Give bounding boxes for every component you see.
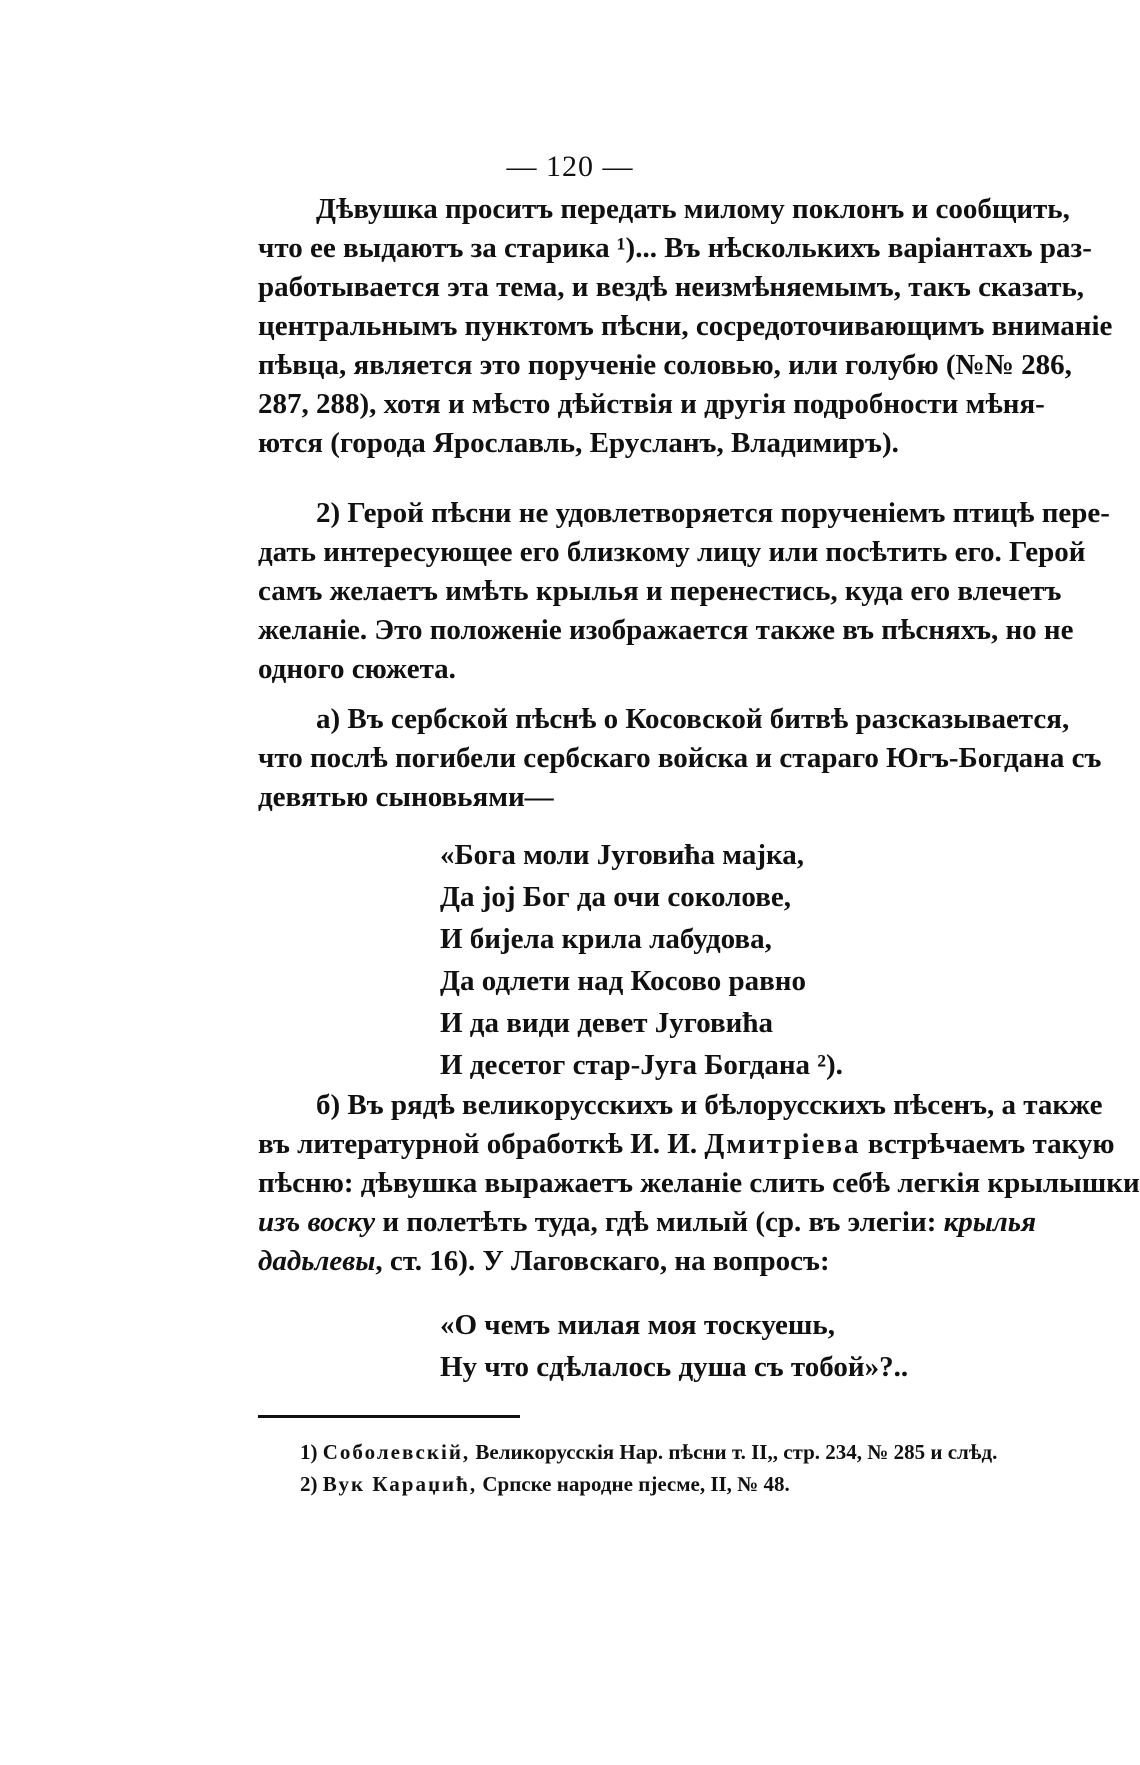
text-fragment: , ст. 16). У Лаговскаго, на вопросъ: [375,1245,830,1277]
paragraph-line: что послѣ погибели сербскаго войска и стараго Югъ-Богдана съ [258,742,1102,774]
paragraph-line: работывается эта тема, и вездѣ неизмѣняемымъ, такъ сказать, [258,271,1085,303]
paragraph-line: а) Въ сербской пѣснѣ о Косовской битвѣ разсказывается, [316,703,1070,735]
verse-line: И да види девет Југовића [440,1007,774,1039]
footnote-number: 2) [300,1472,318,1496]
paragraph-line: пѣвца, является это порученіе соловью, или голубю (№№ 286, [258,349,1072,381]
paragraph-line: самъ желаетъ имѣть крылья и перенестись, куда его влечетъ [258,575,1062,607]
footnote-divider [258,1415,520,1418]
paragraph-line: дать интересующее его близкому лицу или посѣтить его. Герой [258,536,1086,568]
footnote-author: Вук Караџић, [322,1472,478,1496]
footnote-text: Српске народне пјесме, II, № 48. [482,1472,790,1496]
footnote-2 [300,1468,1060,1500]
paragraph-line: пѣсню: дѣвушка выражаетъ желаніе слить себѣ легкія крылышки [258,1167,1140,1199]
verse-line: «О чемъ милая моя тоскуешь, [440,1309,835,1341]
paragraph-1 [258,190,1113,463]
paragraph-3 [258,700,1102,817]
paragraph-2 [258,494,1110,689]
footnote-author: Соболевскій, [322,1440,471,1464]
paragraph-line: желаніе. Это положеніе изображается также въ пѣсняхъ, но не [258,614,1074,646]
page-number: — 120 — [506,150,634,183]
paragraph-line [258,1242,1036,1281]
paragraph-line: Дѣвушка проситъ передать милому поклонъ и сообщить, [316,193,1070,225]
paragraph-line: ются (города Ярославль, Еруcланъ, Владимиръ). [258,427,899,459]
paragraph-line: 2) Герой пѣсни не удовлетворяется порученіемъ птицѣ пере- [316,497,1110,529]
italic-phrase: изъ воску [258,1206,376,1238]
paragraph-line [258,1125,1115,1164]
paragraph-line [258,1203,1036,1242]
footnote-text: Великорусскія Нар. пѣсни т. II,, стр. 234, № 285 и слѣд. [475,1440,998,1464]
paragraph-line: б) Въ рядѣ великорусскихъ и бѣлорусскихъ пѣсенъ, а также [316,1089,1103,1121]
italic-phrase: дадьлевы [258,1245,376,1277]
paragraph-line: что ее выдаютъ за старика ¹)... Въ нѣсколькихъ варіантахъ раз- [258,232,1092,264]
author-name: Дмитріева [704,1128,861,1160]
verse-line: Да одлети над Косово равно [440,965,806,997]
verse-line: И десетог стар-Југа Богдана ²). [440,1049,843,1081]
footnote-number: 1) [300,1440,318,1464]
paragraph-line: одного сюжета. [258,653,456,685]
footnote-1 [300,1436,1060,1468]
text-fragment: и полетѣть туда, гдѣ милый (ср. въ элегіи: [382,1206,937,1238]
paragraph-4 [258,1086,1140,1281]
verse-line: И бијела крила лабудова, [440,923,772,955]
verse-line: «Бога моли Југовића мајка, [440,839,805,871]
paragraph-line: центральнымъ пунктомъ пѣсни, сосредоточивающимъ вниманіе [258,310,1113,342]
verse-line: Ну что сдѣлалось душа съ тобой»?.. [440,1351,909,1383]
paragraph-line: девятью сыновьями— [258,781,554,813]
verse-2 [440,1304,940,1388]
text-fragment: въ литературной обработкѣ И. И. [258,1128,698,1160]
verse-1 [440,834,940,1086]
italic-phrase: крылья [943,1206,1037,1238]
paragraph-line: 287, 288), хотя и мѣсто дѣйствія и другія подробности мѣня- [258,388,1045,420]
verse-line: Да јој Бог да очи соколове, [440,881,791,913]
text-fragment: встрѣчаемъ такую [867,1128,1115,1160]
